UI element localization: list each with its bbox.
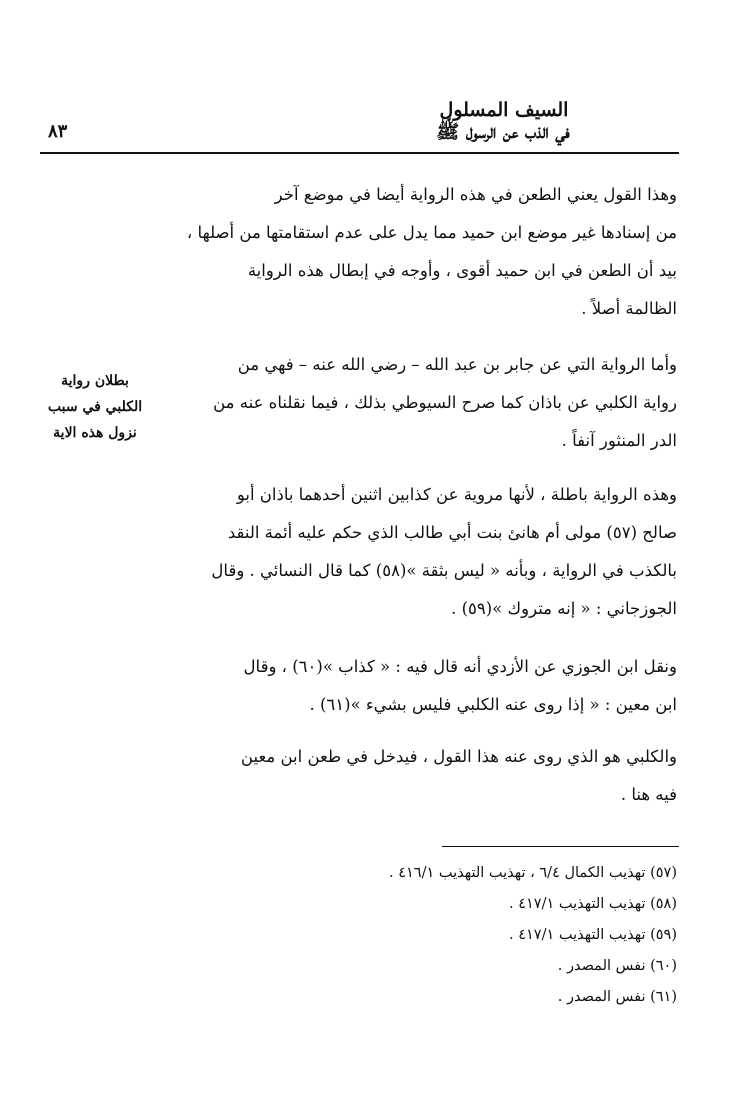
- text-line: بيد أن الطعن في ابن حميد أقوى ، وأوجه في إبطال هذه الرواية: [247, 261, 677, 280]
- text-line: والكلبي هو الذي روى عنه هذا القول ، فيدخل في طعن ابن معين: [240, 747, 677, 766]
- running-subtitle: في الذب عن الرسول ﷺ: [436, 121, 570, 143]
- paragraph: [157, 648, 677, 724]
- running-title: السيف المسلول: [439, 99, 569, 121]
- text-line: رواية الكلبي عن باذان كما صرح السيوطي بذلك ، فيما نقلناه عنه من: [213, 393, 677, 412]
- paragraph: [157, 346, 677, 460]
- paragraph: [157, 176, 677, 328]
- paragraph: [157, 738, 677, 814]
- text-line: وأما الرواية التي عن جابر بن عبد الله – رضي الله عنه – فهي من: [237, 355, 677, 374]
- text-line: ونقل ابن الجوزي عن الأزدي أنه قال فيه : « كذاب »(٦٠) ، وقال: [243, 657, 677, 676]
- footnote: (٦١) نفس المصدر .: [557, 989, 677, 1005]
- text-line: وهذه الرواية باطلة ، لأنها مروية عن كذابين اثنين أحدهما باذان أبو: [236, 485, 677, 504]
- text-line: الدر المنثور آنفاً .: [561, 431, 677, 450]
- text-line: صالح (٥٧) مولى أم هانئ بنت أبي طالب الذي حكم عليه أئمة النقد: [227, 523, 677, 542]
- text-line: من إسنادها غير موضع ابن حميد مما يدل على عدم استقامتها من أصلها ،: [186, 223, 677, 242]
- text-line: الجوزجاني : « إنه متروك »(٥٩) .: [451, 599, 677, 618]
- text-line: وهذا القول يعني الطعن في هذه الرواية أيضا في موضع آخر: [274, 185, 677, 204]
- margin-note-line: نزول هذه الاية: [53, 425, 137, 441]
- footnote: (٦٠) نفس المصدر .: [557, 958, 677, 974]
- footnote-rule: [442, 846, 679, 847]
- footnote: (٥٨) تهذيب التهذيب ٤١٧/١ .: [509, 896, 677, 912]
- page-number: ٨٣: [48, 121, 68, 142]
- header-rule: [40, 152, 679, 154]
- text-line: فيه هنا .: [620, 785, 677, 804]
- footnote: (٥٩) تهذيب التهذيب ٤١٧/١ .: [509, 927, 677, 943]
- text-line: بالكذب في الرواية ، وبأنه « ليس بثقة »(٥٨) كما قال النسائي . وقال: [211, 561, 677, 580]
- text-line: ابن معين : « إذا روى عنه الكلبي فليس بشيء »(٦١) .: [309, 695, 677, 714]
- footnote: (٥٧) تهذيب الكمال ٦/٤ ، تهذيب التهذيب ٤١٦/١ .: [389, 865, 677, 881]
- margin-note-line: بطلان رواية: [61, 373, 129, 389]
- paragraph: [157, 476, 677, 628]
- margin-note: [40, 368, 150, 446]
- footnotes: [157, 858, 677, 1013]
- margin-note-line: الكلبي في سبب: [47, 399, 143, 415]
- text-line: الظالمة أصلاً .: [581, 299, 677, 318]
